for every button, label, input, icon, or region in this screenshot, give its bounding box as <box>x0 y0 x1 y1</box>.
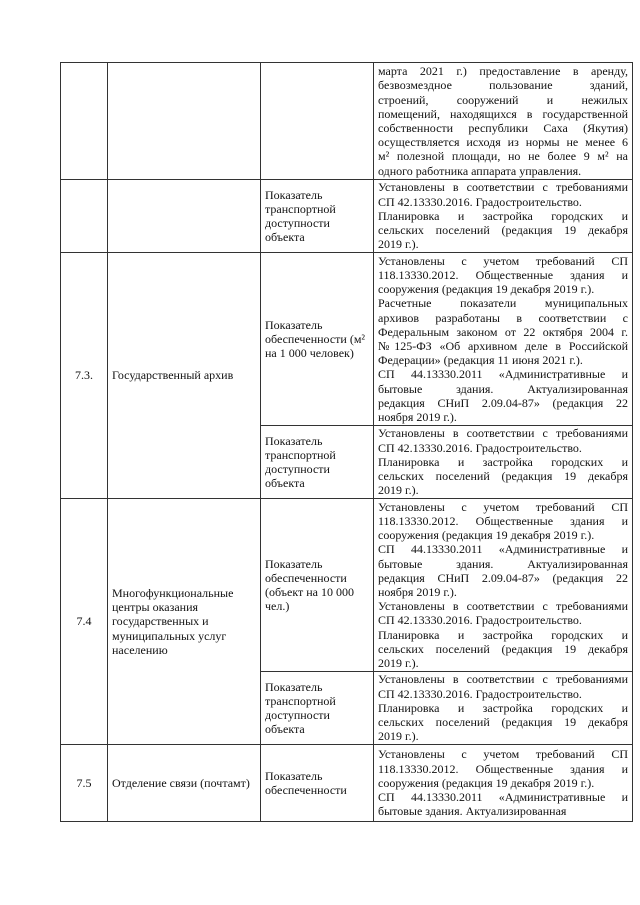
text-line: сельских поселений (редакция 19 декабря <box>378 715 628 730</box>
text-line: архивов разработаны в соответствии с <box>378 310 628 325</box>
requirements-table <box>60 62 633 822</box>
text-line: Установлены с учетом требований СП <box>378 253 628 268</box>
indicator <box>261 63 374 180</box>
text-line: Планировка и застройка городских и <box>378 208 628 223</box>
text-line: редакция СНиП 2.09.04-87» (редакция 22 <box>378 570 628 585</box>
text-line: Установлены в соответствии с требованиями <box>378 599 628 614</box>
text-line: Федеральным законом от 22 октября 2004 г. <box>378 324 628 339</box>
requirement-text <box>374 745 633 822</box>
object-name: Государственный архив <box>108 253 261 499</box>
requirement-text <box>374 180 633 253</box>
indicator: Показатель обеспеченности (объект на 10 000 чел.) <box>261 499 374 672</box>
text-line: сельских поселений (редакция 19 декабря <box>378 469 628 484</box>
text-line: строений, сооружений и нежилых <box>378 92 628 107</box>
text-line: ноября 2019 г.). <box>378 410 457 425</box>
text-line: СП 42.13330.2016. Градостроительство. <box>378 686 582 701</box>
indicator: Показатель транспортной доступности объекта <box>261 426 374 499</box>
text-line: 2019 г.). <box>378 237 419 252</box>
text-line: СП 44.13330.2011 «Административные и <box>378 790 628 805</box>
text-line: сооружения (редакция 19 декабря 2019 г.). <box>378 282 595 297</box>
table-row <box>61 499 633 672</box>
object-name: Многофункциональные центры оказания государственных и муниципальных услуг населению <box>108 499 261 745</box>
text-line: сооружения (редакция 19 декабря 2019 г.). <box>378 528 595 543</box>
requirement-text <box>374 499 633 672</box>
table-row <box>61 63 633 180</box>
text-line: сооружения (редакция 19 декабря 2019 г.). <box>378 775 595 790</box>
row-number: 7.4 <box>61 499 108 745</box>
text-line: 2019 г.). <box>378 729 419 744</box>
text-line: помещений, находящихся в государственной <box>378 106 628 121</box>
text-line: бытовые здания. Актуализированная <box>378 556 628 571</box>
text-line: СП 44.13330.2011 «Административные и <box>378 542 628 557</box>
text-line: 118.13330.2012. Общественные здания и <box>378 267 628 282</box>
row-number <box>61 63 108 180</box>
text-line: сельских поселений (редакция 19 декабря <box>378 223 628 238</box>
text-line: бытовые здания. Актуализированная <box>378 804 567 819</box>
text-line: м² полезной площади, но не более 9 м² на <box>378 149 628 164</box>
text-line: Расчетные показатели муниципальных <box>378 296 628 311</box>
indicator: Показатель обеспеченности <box>261 745 374 822</box>
text-line: сельских поселений (редакция 19 декабря <box>378 641 628 656</box>
object-name <box>108 63 261 180</box>
text-line: собственности республики Саха (Якутия) <box>378 121 628 135</box>
text-line: №125-ФЗ «Об архивном деле в Российской <box>378 339 628 353</box>
table-row <box>61 253 633 426</box>
text-line: СП 44.13330.2011 «Административные и <box>378 367 628 382</box>
text-line: редакция СНиП 2.09.04-87» (редакция 22 <box>378 395 628 410</box>
object-name: Отделение связи (почтамт) <box>108 745 261 822</box>
text-line: 118.13330.2012. Общественные здания и <box>378 513 628 528</box>
text-line: Федерации» (редакция 11 июня 2021 г.). <box>378 353 583 368</box>
text-line: Установлены в соответствии с требованиями <box>378 180 628 195</box>
indicator: Показатель транспортной доступности объекта <box>261 180 374 253</box>
text-line: ноября 2019 г.). <box>378 585 457 599</box>
text-line: бытовые здания. Актуализированная <box>378 381 628 396</box>
text-line: Установлены в соответствии с требованиями <box>378 426 628 441</box>
requirement-text <box>374 253 633 426</box>
requirement-text <box>374 672 633 745</box>
text-line: 118.13330.2012. Общественные здания и <box>378 761 628 776</box>
indicator: Показатель транспортной доступности объекта <box>261 672 374 745</box>
text-line: Планировка и застройка городских и <box>378 627 628 642</box>
text-line: СП 42.13330.2016. Градостроительство. <box>378 194 582 209</box>
text-line: 2019 г.). <box>378 656 419 671</box>
row-number: 7.3. <box>61 253 108 499</box>
text-line: Планировка и застройка городских и <box>378 454 628 469</box>
row-number: 7.5 <box>61 745 108 822</box>
text-line: 2019 г.). <box>378 483 419 498</box>
table-row <box>61 745 633 822</box>
indicator: Показатель обеспеченности (м² на 1 000 человек) <box>261 253 374 426</box>
text-line: марта 2021 г.) предоставление в аренду, <box>378 64 628 79</box>
text-line: Установлены в соответствии с требованиями <box>378 672 628 687</box>
object-name <box>108 180 261 253</box>
text-line: СП 42.13330.2016. Градостроительство. <box>378 440 582 455</box>
text-line: Установлены с учетом требований СП <box>378 499 628 514</box>
text-line: осуществляется исходя из нормы не менее 6 <box>378 135 628 150</box>
requirement-text <box>374 63 633 180</box>
row-number <box>61 180 108 253</box>
text-line: Планировка и застройка городских и <box>378 700 628 715</box>
text-line: Установлены с учетом требований СП <box>378 747 628 762</box>
requirement-text <box>374 426 633 499</box>
text-line: безвозмездное пользование зданий, <box>378 78 628 93</box>
text-line: СП 42.13330.2016. Градостроительство. <box>378 613 582 628</box>
text-line: одного работника аппарата управления. <box>378 163 582 178</box>
table-row <box>61 180 633 253</box>
